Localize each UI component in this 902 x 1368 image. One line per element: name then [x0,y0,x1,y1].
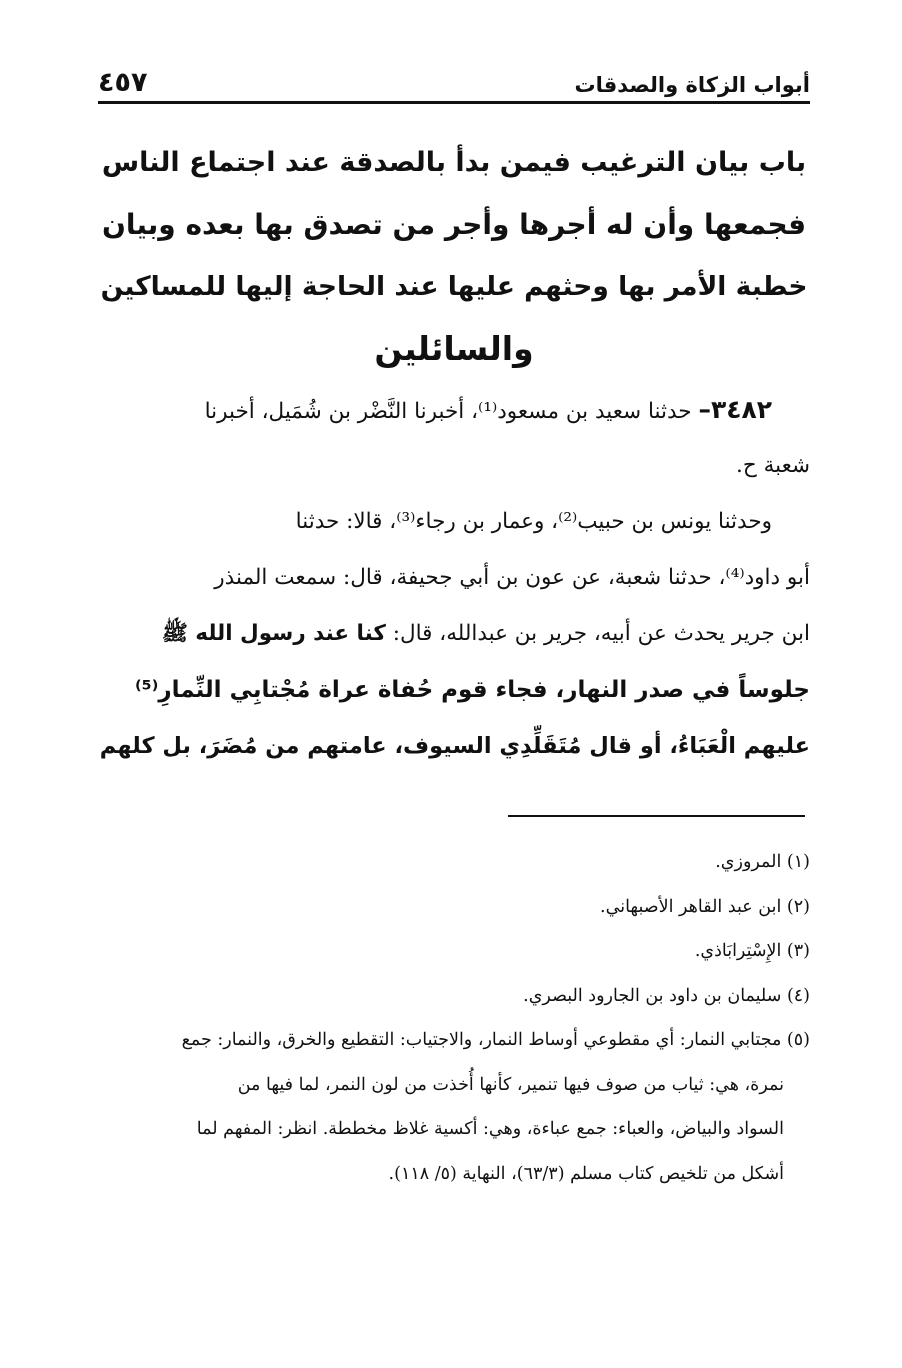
running-header [98,67,810,104]
footnote-rule [508,815,805,817]
hadith-number: ٣٤٨٢– [698,395,772,424]
page-number: ٤٥٧ [98,67,148,98]
body-line-matn: جلوساً في صدر النهار، فجاء قوم حُفاة عراة مُجْتابِي النِّمارِ⁽⁵⁾ [135,677,810,703]
footnote-continuation: السواد والبياض، والعباء: جمع عباءة، وهي: أكسية غلاظ مخططة. انظر: المفهم لما [196,1119,784,1139]
chapter-title-line: خطبة الأمر بها وحثهم عليها عند الحاجة إليها للمساكين [100,271,808,302]
body-line-matn: عليهم الْعَبَاءُ، أو قال مُتَقَلِّدِي السيوف، عامتهم من مُضَرَ، بل كلهم [99,733,810,759]
body-line: أبو داود⁽⁴⁾، حدثنا شعبة، عن عون بن أبي جحيفة، قال: سمعت المنذر [214,565,810,590]
chapter-title-line: فجمعها وأن له أجرها وأجر من تصدق بها بعده وبيان [101,208,807,241]
body-line [98,382,810,438]
body-line-text: حدثنا سعيد بن مسعود⁽¹⁾، أخبرنا النَّضْر بن شُمَيل، أخبرنا [204,399,692,424]
footnote-continuation: نمرة، هي: ثياب من صوف فيها تنمير، كأنها أُخذت من لون النمر، لما فيها من [237,1074,784,1095]
hadith-matn-start: كنا عند رسول الله ﷺ [161,621,386,646]
body-line-text: ابن جرير يحدث عن أبيه، جرير بن عبدالله، قال: [385,621,810,646]
footnotes [98,840,810,1196]
footnote: (٥) مجتابي النمار: أي مقطوعي أوساط النمار، والاجتياب: التقطيع والخرق، والنمار: جمع [181,1030,810,1050]
footnote: (٢) ابن عبد القاهر الأصبهاني. [600,896,810,917]
footnote: (٤) سليمان بن داود بن الجارود البصري. [523,985,810,1006]
body-line: وحدثنا يونس بن حبيب⁽²⁾، وعمار بن رجاء⁽³⁾، قالا: حدثنا [295,509,772,534]
chapter-title [98,132,810,380]
header-rule [98,101,810,104]
footnote-continuation: أشكل من تلخيص كتاب مسلم (٦٣/٣)، النهاية (٥/ ١١٨). [388,1163,784,1184]
chapter-title-line: والسائلين [374,329,534,368]
body-line [98,606,810,662]
chapter-title-line: باب بيان الترغيب فيمن بدأ بالصدقة عند اجتماع الناس [101,147,807,178]
footnote: (٣) الإِسْتِرابَاذي. [694,941,810,961]
body-line: شعبة ح. [736,453,810,478]
hadith-text [98,382,810,774]
footnote: (١) المروزي. [715,852,810,872]
running-header-title: أبواب الزكاة والصدقات [574,73,810,97]
